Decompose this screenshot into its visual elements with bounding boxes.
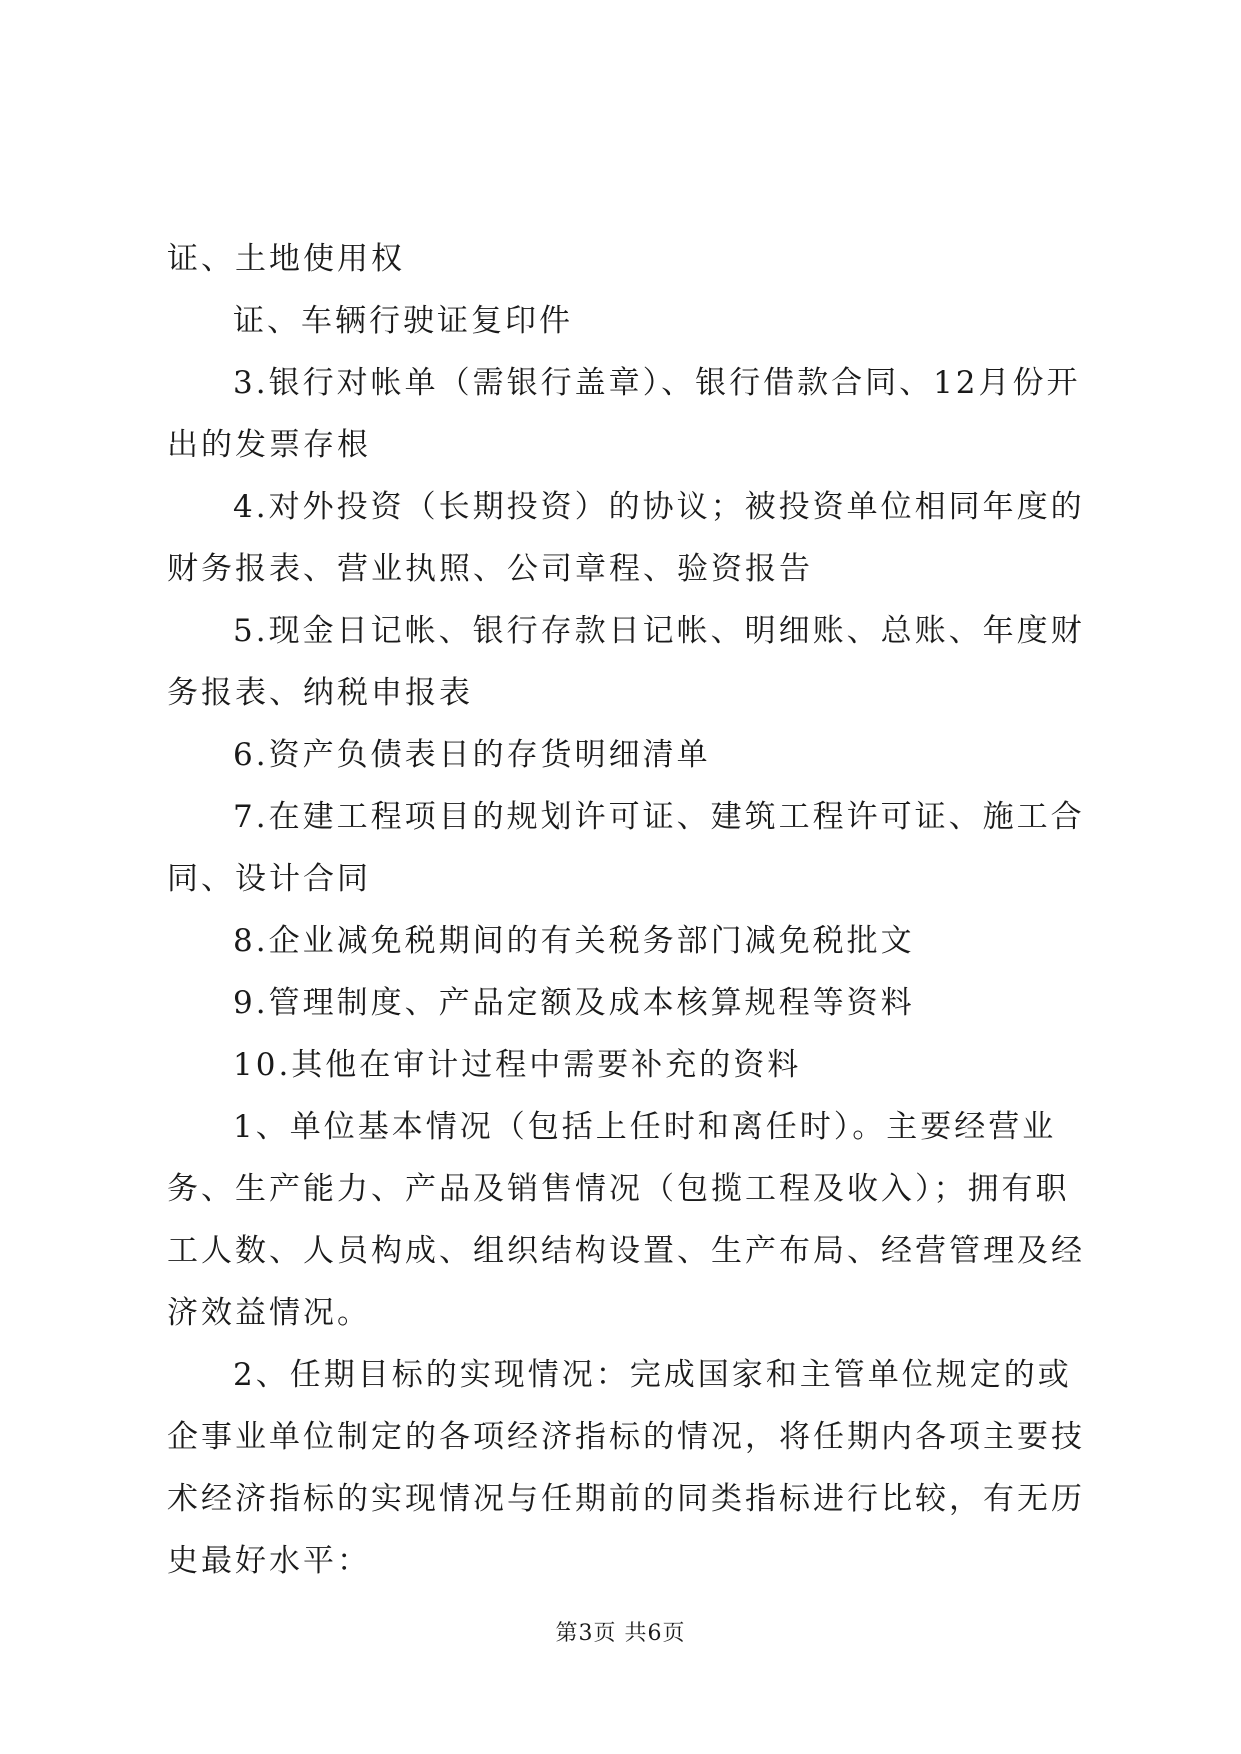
paragraph-6: 6.资产负债表日的存货明细清单 [233,737,711,773]
paragraph-3: 3.银行对帐单（需银行盖章）、银行借款合同、12月份开出的发票存根 [167,365,1081,463]
paragraph-1: 证、土地使用权 [167,241,405,277]
page-number-footer: 第3页 共6页 [555,1621,686,1646]
paragraph-7: 7.在建工程项目的规划许可证、建筑工程许可证、施工合同、设计合同 [167,799,1085,897]
paragraph-11: 1、单位基本情况（包括上任时和离任时）。主要经营业务、生产能力、产品及销售情况（包揽工程及收入）；拥有职工人数、人员构成、组织结构设置、生产布局、经营管理及经济效益情况。 [167,1109,1085,1331]
document-body [167,228,1087,1592]
paragraph-8: 8.企业减免税期间的有关税务部门减免税批文 [233,923,915,959]
paragraph-12: 2、任期目标的实现情况：完成国家和主管单位规定的或企事业单位制定的各项经济指标的情况，将任期内各项主要技术经济指标的实现情况与任期前的同类指标进行比较，有无历史最好水平： [167,1357,1085,1579]
paragraph-2: 证、车辆行驶证复印件 [233,303,573,339]
paragraph-9: 9.管理制度、产品定额及成本核算规程等资料 [233,985,915,1021]
paragraph-5: 5.现金日记帐、银行存款日记帐、明细账、总账、年度财务报表、纳税申报表 [167,613,1085,711]
paragraph-10: 10.其他在审计过程中需要补充的资料 [233,1047,802,1083]
paragraph-4: 4.对外投资（长期投资）的协议；被投资单位相同年度的财务报表、营业执照、公司章程、验资报告 [167,489,1085,587]
